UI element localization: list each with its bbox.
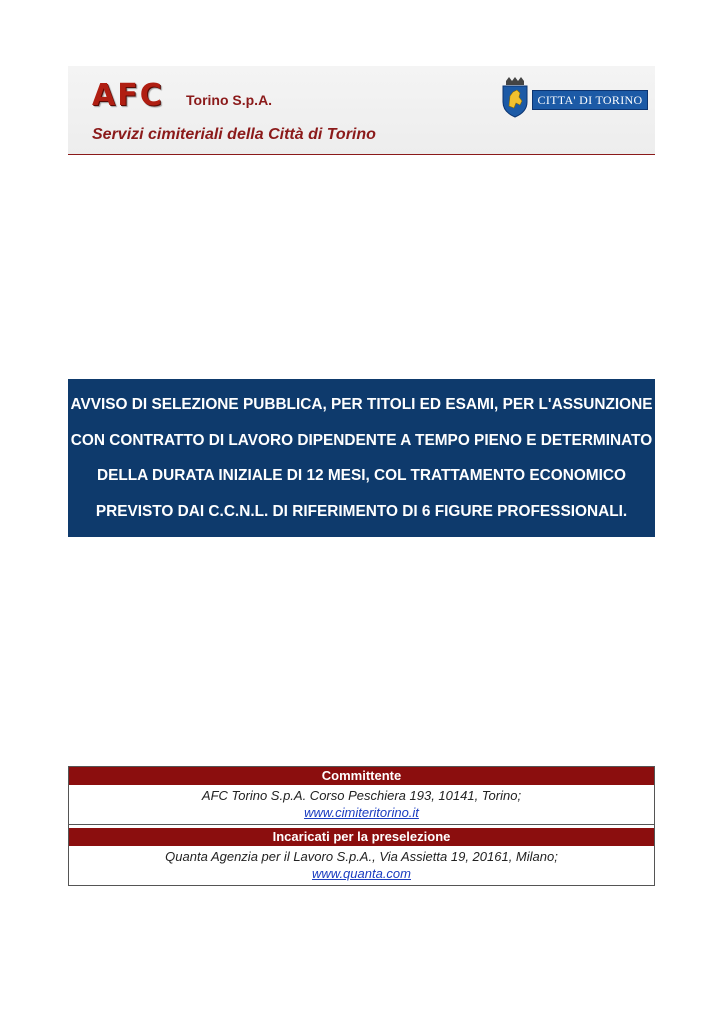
afc-logo: AFC xyxy=(92,78,164,113)
preselezione-address: Quanta Agenzia per il Lavoro S.p.A., Via Assietta 19, 20161, Milano; xyxy=(165,849,558,864)
city-logo-label: CITTA' DI TORINO xyxy=(537,92,643,107)
preselezione-website-link[interactable]: www.quanta.com xyxy=(312,866,411,881)
preselezione-details xyxy=(69,846,654,885)
committente-address: AFC Torino S.p.A. Corso Peschiera 193, 10141, Torino; xyxy=(201,788,522,803)
notice-title: AVVISO DI SELEZIONE PUBBLICA, PER TITOLI ED ESAMI, PER L'ASSUNZIONE CON CONTRATTO DI LAVORO DIPENDENTE A TEMPO PIENO E DETERMINATO DELLA DURATA INIZIALE DI 12 MESI, COL TRATTAMENTO ECONOMICO PREVISTO DAI C.C.N.L. DI RIFERIMENTO DI 6 FIGURE PROFESSIONALI. xyxy=(70,396,653,520)
company-name: Torino S.p.A. xyxy=(186,92,273,108)
notice-title-box xyxy=(68,379,655,537)
preselezione-heading: Incaricati per la preselezione xyxy=(69,828,654,846)
torino-crest-icon xyxy=(500,76,530,118)
company-tagline: Servizi cimiteriali della Città di Torino xyxy=(92,126,376,143)
committente-heading: Committente xyxy=(69,767,654,785)
citta-di-torino-logo xyxy=(532,90,648,110)
committente-website-link[interactable]: www.cimiteritorino.it xyxy=(304,805,419,820)
letterhead xyxy=(68,66,655,155)
contacts-table xyxy=(68,766,655,886)
committente-details xyxy=(69,785,654,824)
